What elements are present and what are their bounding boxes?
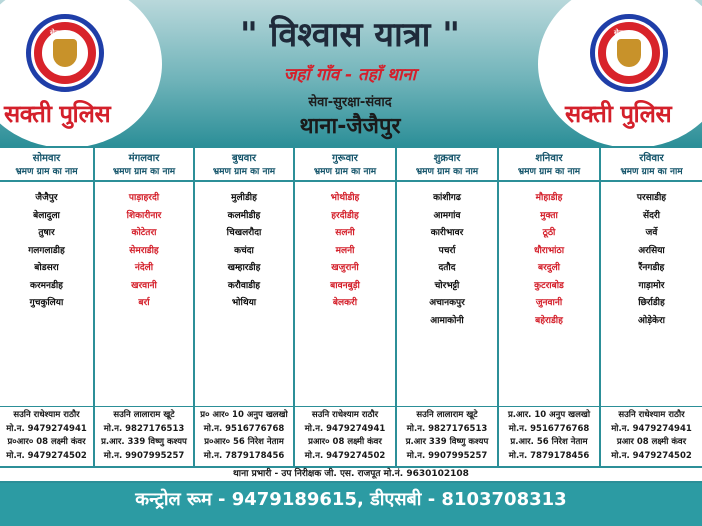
day-heading: गुरूवार — [332, 153, 358, 164]
village-item: रैंनगडीह — [638, 263, 665, 273]
village-item: अरसिया — [638, 245, 665, 256]
officer-in-charge: थाना प्रभारी - उप निरीक्षक जी. एस. राजपूत मो.नं. 9630102108 — [0, 466, 702, 483]
column-subheading: भ्रमण ग्राम का नाम — [601, 164, 702, 182]
village-item: आमाकोनी — [430, 315, 464, 326]
contact-line: प्र० आर० 10 अनुप खलखो — [200, 410, 288, 420]
police-badge-icon — [26, 14, 104, 92]
village-item: तुषार — [38, 228, 55, 238]
village-item: परसाडीह — [636, 193, 667, 203]
contact-line: सउनि लालाराम खूटे — [113, 410, 175, 420]
village-item: बर्रा — [138, 298, 150, 308]
contact-line: मो.न. 9827176513 — [103, 423, 185, 434]
day-heading: शनिवार — [535, 153, 563, 164]
contact-line: प्र०आर० 56 निरेश नेताम — [204, 437, 284, 447]
village-item: बरदुली — [537, 263, 561, 273]
contact-line: मो.न. 7879178456 — [508, 450, 590, 461]
village-item: जैजैपुर — [35, 193, 58, 203]
emblem-icon — [53, 39, 77, 67]
day-column — [601, 148, 702, 466]
village-item: चोरभट्टी — [434, 280, 460, 291]
contact-line: सउनि राधेश्याम राठौर — [13, 410, 80, 420]
day-column — [499, 148, 601, 466]
column-subheading: भ्रमण ग्राम का नाम — [397, 164, 497, 182]
contact-line: प्र.आर. 56 निरेश नेताम — [510, 437, 588, 447]
village-list — [397, 190, 497, 330]
village-item: खजुरानी — [331, 263, 359, 273]
contact-block — [0, 406, 93, 463]
village-item: सलनी — [335, 228, 355, 238]
village-item: अचानकपुर — [429, 298, 465, 308]
village-item: दतौद — [438, 263, 456, 273]
village-item: शिकारीनार — [126, 210, 162, 221]
emblem-icon — [617, 39, 641, 67]
village-item: नंदेली — [134, 263, 154, 273]
contact-line: प्रआर 08 लक्ष्मी कंवर — [616, 437, 687, 447]
village-list — [601, 190, 702, 330]
village-item: करौवाडीह — [227, 280, 261, 291]
village-list — [295, 190, 395, 313]
village-item: सेंदरी — [643, 210, 660, 221]
contact-line: मो.न. 9479274941 — [611, 423, 692, 434]
village-item: गाड़ामोर — [638, 280, 665, 291]
village-item: खम्हारडीह — [227, 263, 261, 273]
contact-line: सउनि लालाराम खूटे — [416, 410, 478, 420]
contact-line: मो.न. 9827176513 — [406, 423, 488, 434]
contact-block — [499, 406, 599, 463]
day-heading: रविवार — [639, 153, 664, 164]
village-item: कारीभावर — [430, 228, 464, 238]
station-name: थाना-जैजैपुर — [299, 114, 401, 139]
village-item: सेमराडीह — [129, 245, 159, 256]
contact-line: मो.न. 9516776768 — [203, 423, 285, 434]
badge-text: सेवा — [50, 29, 61, 37]
contact-line: मो.न. 9479274502 — [304, 450, 386, 461]
column-subheading: भ्रमण ग्राम का नाम — [195, 164, 293, 182]
contact-line: मो.न. 9907995257 — [103, 450, 185, 461]
village-item: ओड़ेकेरा — [638, 315, 665, 326]
brand-name-left: सक्ती पुलिस — [4, 100, 111, 128]
sub-tagline: सेवा-सुरक्षा-संवाद — [308, 95, 392, 110]
village-item: कोटेतरा — [131, 228, 157, 238]
day-column — [397, 148, 499, 466]
village-item: बावनबुड़ी — [330, 280, 360, 291]
contact-line: मो.न. 9907995257 — [406, 450, 488, 461]
village-item: कलमीडीह — [227, 210, 261, 221]
contact-line: प्र०आर० 08 लक्ष्मी कंवर — [7, 437, 86, 447]
village-item: करमनडीह — [30, 280, 63, 291]
contact-block — [195, 406, 293, 463]
control-room-footer: कन्ट्रोल रूम - 9479189615, डीएसबी - 8103708313 — [0, 483, 702, 526]
column-subheading: भ्रमण ग्राम का नाम — [499, 164, 599, 182]
schedule-grid — [0, 146, 702, 466]
day-column — [195, 148, 295, 466]
police-badge-icon — [590, 14, 668, 92]
contact-line: मो.न. 9479274941 — [304, 423, 386, 434]
village-item: बहेराडीह — [535, 315, 563, 326]
village-item: भोथीडीह — [330, 193, 360, 203]
village-item: पाड़ाहरदी — [128, 193, 160, 203]
contact-line: मो.न. 7879178456 — [203, 450, 285, 461]
page-title: " विश्वास यात्रा " — [240, 15, 460, 55]
village-item: आमगांव — [433, 210, 461, 221]
village-item: मलनी — [335, 245, 355, 256]
day-column — [95, 148, 195, 466]
village-item: मुक्ता — [540, 210, 558, 221]
village-item: गलगलाडीह — [28, 245, 65, 256]
brand-name-right: सक्ती पुलिस — [565, 100, 672, 128]
village-list — [0, 190, 93, 313]
day-heading: बुधवार — [231, 153, 257, 164]
village-item: बेलादुला — [33, 210, 60, 221]
contact-block — [295, 406, 395, 463]
contact-line: प्र.आर. 339 विष्णु कश्यप — [101, 437, 187, 447]
village-list — [195, 190, 293, 313]
village-list — [95, 190, 193, 313]
column-subheading: भ्रमण ग्राम का नाम — [0, 164, 93, 182]
column-subheading: भ्रमण ग्राम का नाम — [295, 164, 395, 182]
contact-block — [601, 406, 702, 463]
column-subheading: भ्रमण ग्राम का नाम — [95, 164, 193, 182]
contact-line: प्र.आर 339 विष्णु कश्यप — [405, 437, 489, 447]
day-heading: शुक्रवार — [433, 153, 461, 164]
village-item: गुचकुलिया — [29, 298, 64, 308]
village-item: जर्वे — [645, 228, 658, 238]
village-item: कुटराबोड — [534, 280, 564, 291]
village-item: मुलीडीह — [231, 193, 257, 203]
village-item: धौराभांठा — [533, 245, 565, 256]
header-banner — [0, 0, 702, 146]
day-heading: मंगलवार — [128, 153, 160, 164]
badge-text: सेवा — [614, 29, 625, 37]
day-column — [0, 148, 95, 466]
village-item: कांशीगढ — [433, 193, 461, 203]
village-item: छिर्राडीह — [638, 298, 665, 308]
contact-line: मो.न. 9479274941 — [6, 423, 87, 434]
contact-line: सउनि राधेश्याम राठौर — [618, 410, 685, 420]
tagline: जहाँ गाँव - तहाँ थाना — [283, 65, 417, 85]
contact-line: मो.न. 9516776768 — [508, 423, 590, 434]
village-item: कचंदा — [234, 245, 254, 256]
village-item: खरवानी — [131, 280, 157, 291]
contact-line: मो.न. 9479274502 — [6, 450, 87, 461]
contact-line: मो.न. 9479274502 — [611, 450, 692, 461]
village-item: हरदीडीह — [331, 210, 359, 221]
contact-line: प्रआर० 08 लक्ष्मी कंवर — [308, 437, 382, 447]
village-item: चिखलरौदा — [226, 228, 262, 238]
contact-block — [95, 406, 193, 463]
village-item: बोडसरा — [34, 263, 59, 273]
day-heading: सोमवार — [32, 153, 61, 164]
village-item: भोथिया — [231, 298, 257, 308]
day-column — [295, 148, 397, 466]
village-item: पचर्रा — [438, 245, 456, 256]
village-item: ठूठी — [542, 228, 556, 238]
contact-line: सउनि राधेश्याम राठौर — [311, 410, 379, 420]
village-item: बेलकरी — [332, 298, 358, 308]
contact-line: प्र.आर. 10 अनुप खलखो — [507, 410, 591, 420]
village-list — [499, 190, 599, 330]
village-item: जुनवानी — [535, 298, 563, 308]
contact-block — [397, 406, 497, 463]
village-item: मौहाडीह — [535, 193, 563, 203]
